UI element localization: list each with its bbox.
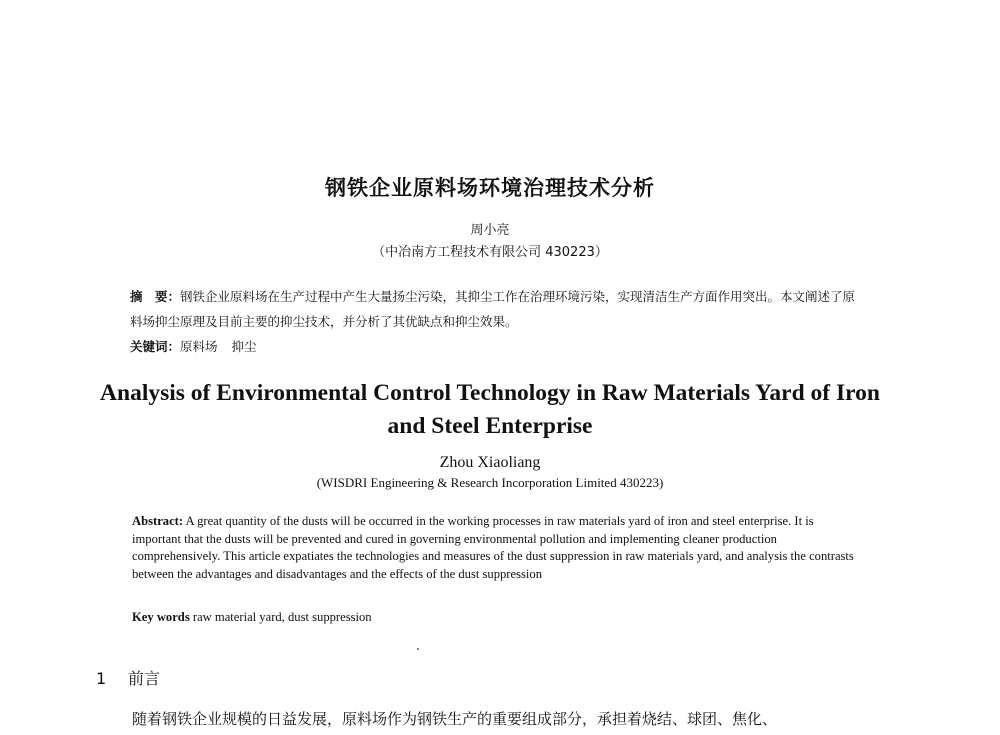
english-title: Analysis of Environmental Control Technology in Raw Materials Yard of Iron and Steel Enterprise — [100, 380, 880, 439]
english-author: Zhou Xiaoliang — [439, 454, 541, 471]
english-keywords-label: Key words — [132, 610, 190, 624]
chinese-title: 钢铁企业原料场环境治理技术分析 — [325, 176, 655, 200]
english-affiliation: (WISDRI Engineering & Research Incorporation Limited 430223) — [316, 475, 664, 490]
chinese-keyword: 原料场 — [180, 339, 218, 354]
chinese-keywords — [130, 337, 865, 355]
section-title: 前言 — [128, 669, 161, 688]
chinese-keywords-label: 关键词： — [130, 339, 181, 354]
chinese-author: 周小亮 — [470, 223, 510, 238]
section-body-line: 随着钢铁企业规模的日益发展，原料场作为钢铁生产的重要组成部分，承担着烧结、球团、焦化、 — [132, 710, 778, 728]
chinese-affiliation: （中冶南方工程技术有限公司 430223） — [372, 245, 608, 260]
chinese-keyword: 抑尘 — [231, 339, 257, 354]
english-keywords — [132, 610, 854, 625]
english-abstract — [132, 513, 854, 583]
chinese-abstract — [130, 284, 865, 334]
chinese-abstract-text: 钢铁企业原料场在生产过程中产生大量扬尘污染，其抑尘工作在治理环境污染，实现清洁生产方面作用突出。本文阐述了原料场抑尘原理及目前主要的抑尘技术，并分析了其优缺点和抑尘效果。 — [130, 289, 856, 329]
scan-speck — [417, 648, 419, 650]
section-heading — [96, 666, 160, 689]
chinese-abstract-label: 摘 要： — [130, 289, 181, 304]
section-number: 1 — [96, 669, 107, 688]
english-keywords-text: raw material yard, dust suppression — [192, 610, 372, 624]
english-abstract-text: A great quantity of the dusts will be occurred in the working processes in raw materials yard of iron and steel enterprise. It is important that the dusts will be prevented and cured in governing environmental pollution and implementing cleaner production comprehensively. This article expatiates the technologies and measures of the dust suppression in raw materials yard, and analysis the contrasts between the advantages and disadvantages and the effects of the dust suppression — [132, 514, 854, 581]
english-abstract-label: Abstract: — [132, 514, 184, 528]
